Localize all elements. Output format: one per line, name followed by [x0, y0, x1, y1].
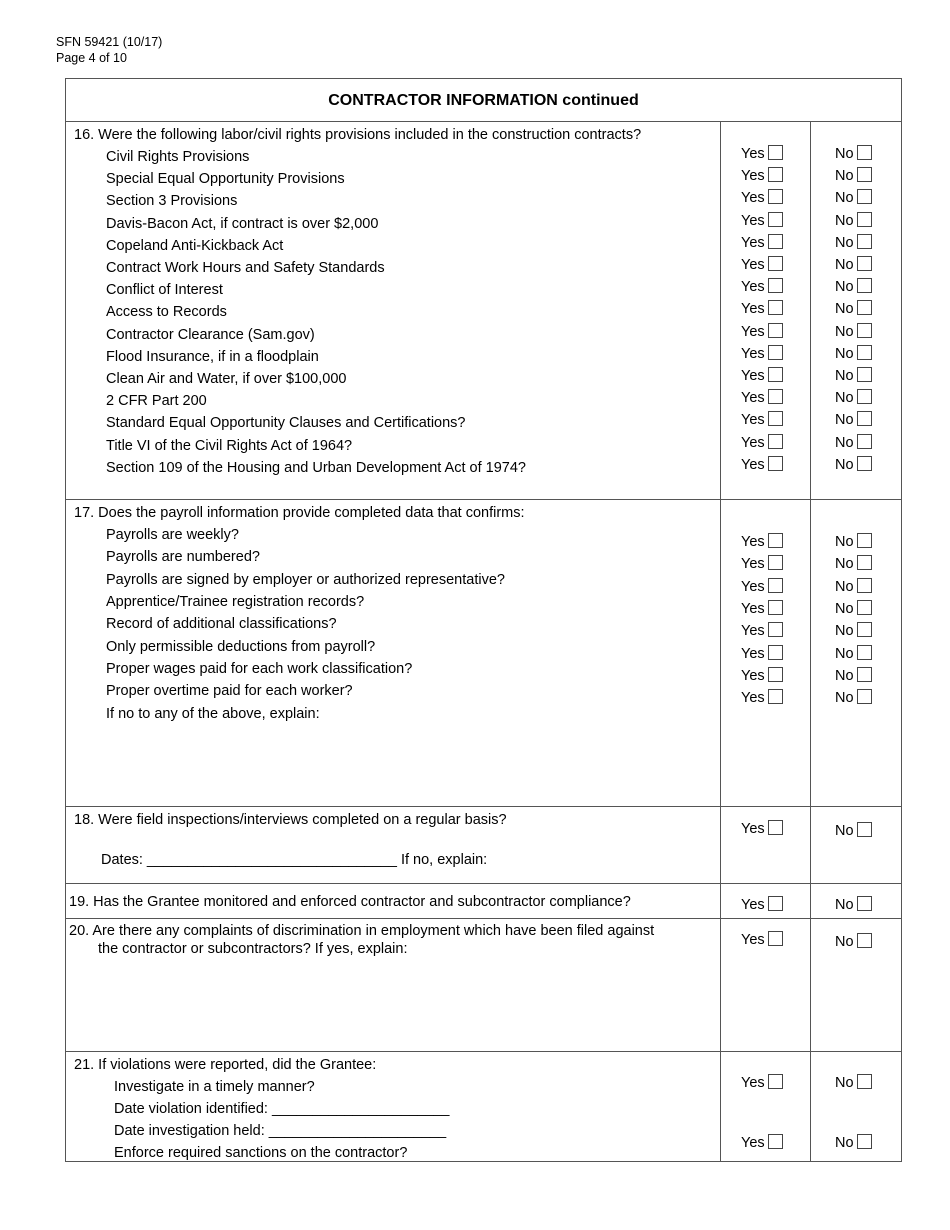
q16-item: Title VI of the Civil Rights Act of 1964? [106, 437, 353, 454]
q16-row-yes[interactable] [741, 190, 783, 207]
q20-no[interactable] [835, 934, 872, 951]
no-label: No [835, 667, 854, 684]
q16-item: Special Equal Opportunity Provisions [106, 171, 345, 188]
no-label: No [835, 623, 854, 640]
no-label: No [835, 390, 854, 407]
yes-checkbox[interactable] [768, 456, 783, 471]
q16-row-no[interactable] [835, 301, 872, 318]
q16-row-no[interactable] [835, 213, 872, 230]
q16-item: Standard Equal Opportunity Clauses and Certifications? [106, 415, 466, 432]
no-checkbox[interactable] [857, 456, 872, 471]
yes-label: Yes [741, 534, 765, 550]
q19-question: 19. Has the Grantee monitored and enforced contractor and subcontractor compliance? [69, 894, 631, 910]
no-label: No [835, 323, 854, 340]
q16-row-no[interactable] [835, 346, 872, 363]
q17-row-no[interactable] [835, 601, 872, 618]
no-label: No [835, 168, 854, 185]
q16-item: Clean Air and Water, if over $100,000 [106, 371, 347, 387]
form-number: SFN 59421 (10/17) [56, 35, 163, 49]
yes-label: Yes [741, 390, 765, 407]
q17-row-no[interactable] [835, 623, 872, 640]
no-checkbox[interactable] [857, 434, 872, 449]
no-label: No [835, 934, 854, 950]
no-label: No [835, 301, 854, 318]
no-checkbox[interactable] [857, 645, 872, 660]
q16-item: Section 109 of the Housing and Urban Development Act of 1974? [106, 459, 526, 476]
q21-enforce-no[interactable] [835, 1135, 872, 1152]
q17-row-yes[interactable] [741, 646, 783, 663]
q20-yes[interactable] [741, 932, 783, 949]
yes-label: Yes [741, 434, 765, 451]
yes-checkbox[interactable] [768, 533, 783, 548]
no-checkbox[interactable] [857, 300, 872, 315]
yes-checkbox[interactable] [768, 645, 783, 660]
no-checkbox[interactable] [857, 578, 872, 593]
q21-investigate-yes-checkbox[interactable] [768, 1074, 783, 1089]
q19-yes[interactable] [741, 897, 783, 914]
no-label: No [835, 146, 854, 162]
no-checkbox[interactable] [857, 367, 872, 382]
no-label: No [835, 645, 854, 662]
q21-date-investigation: Date investigation held: ______________________ [114, 1123, 447, 1139]
q18-no-checkbox[interactable] [857, 822, 872, 837]
q16-row-yes[interactable] [741, 279, 783, 296]
no-label: No [835, 257, 854, 273]
q17-item: Payrolls are signed by employer or authorized representative? [106, 571, 505, 588]
q16-row-no[interactable] [835, 190, 872, 207]
yes-label: Yes [741, 168, 765, 185]
yes-label: Yes [741, 323, 765, 340]
yes-checkbox[interactable] [768, 189, 783, 204]
q21-item-investigate: Investigate in a timely manner? [114, 1079, 315, 1095]
no-label: No [835, 212, 854, 229]
q16-row-no[interactable] [835, 279, 872, 296]
yes-checkbox[interactable] [768, 411, 783, 426]
q19-no-checkbox[interactable] [857, 896, 872, 911]
yes-column-divider [720, 121, 721, 1161]
q17-item: Apprentice/Trainee registration records? [106, 593, 365, 610]
no-checkbox[interactable] [857, 555, 872, 570]
q17-row-no[interactable] [835, 646, 872, 663]
q16-item: 2 CFR Part 200 [106, 393, 207, 410]
q16-row-no[interactable] [835, 168, 872, 185]
yes-checkbox[interactable] [768, 667, 783, 682]
yes-label: Yes [741, 821, 765, 837]
q16-row-no[interactable] [835, 390, 872, 407]
q16-row-yes[interactable] [741, 368, 783, 385]
yes-label: Yes [741, 556, 765, 573]
yes-checkbox[interactable] [768, 145, 783, 160]
yes-checkbox[interactable] [768, 578, 783, 593]
q20-no-checkbox[interactable] [857, 933, 872, 948]
no-label: No [835, 234, 854, 251]
q16-item: Davis-Bacon Act, if contract is over $2,000 [106, 215, 379, 232]
yes-checkbox[interactable] [768, 689, 783, 704]
yes-checkbox[interactable] [768, 300, 783, 315]
no-label: No [835, 412, 854, 429]
q21-enforce-yes[interactable] [741, 1135, 783, 1152]
q16-row-yes[interactable] [741, 457, 783, 474]
no-checkbox[interactable] [857, 145, 872, 160]
yes-checkbox[interactable] [768, 234, 783, 249]
yes-label: Yes [741, 190, 765, 207]
q16-row-no[interactable] [835, 457, 872, 474]
q18-dates-line: Dates: _______________________________ If no, explain: [101, 852, 488, 868]
no-checkbox[interactable] [857, 667, 872, 682]
no-label: No [835, 897, 854, 913]
yes-label: Yes [741, 234, 765, 251]
q17-row-yes[interactable] [741, 534, 783, 551]
q17-row-no[interactable] [835, 668, 872, 685]
yes-label: Yes [741, 897, 765, 913]
q17-row-yes[interactable] [741, 623, 783, 640]
q21-question: 21. If violations were reported, did the Grantee: [74, 1057, 377, 1073]
q16-row-yes[interactable] [741, 390, 783, 407]
q17-row-no[interactable] [835, 690, 872, 707]
yes-label: Yes [741, 212, 765, 229]
q19-no[interactable] [835, 897, 872, 914]
q17-item: Proper wages paid for each work classification? [106, 660, 413, 677]
yes-checkbox[interactable] [768, 389, 783, 404]
no-label: No [835, 534, 854, 550]
q16-item: Contract Work Hours and Safety Standards [106, 260, 385, 276]
q17-item: Proper overtime paid for each worker? [106, 683, 353, 700]
q17-row-no[interactable] [835, 534, 872, 551]
q16-row-no[interactable] [835, 368, 872, 385]
q16-row-no[interactable] [835, 146, 872, 163]
q16-row-yes[interactable] [741, 213, 783, 230]
yes-checkbox[interactable] [768, 278, 783, 293]
no-label: No [835, 345, 854, 362]
q17-row-yes[interactable] [741, 601, 783, 618]
q16-row-no[interactable] [835, 235, 872, 252]
q16-row-no[interactable] [835, 435, 872, 452]
no-checkbox[interactable] [857, 234, 872, 249]
yes-label: Yes [741, 345, 765, 362]
no-checkbox[interactable] [857, 389, 872, 404]
yes-label: Yes [741, 600, 765, 617]
q18-question: 18. Were field inspections/interviews completed on a regular basis? [74, 812, 507, 828]
yes-checkbox[interactable] [768, 256, 783, 271]
yes-checkbox[interactable] [768, 434, 783, 449]
no-label: No [835, 823, 854, 839]
q16-item: Access to Records [106, 304, 227, 321]
no-label: No [835, 368, 854, 384]
no-label: No [835, 690, 854, 707]
yes-label: Yes [741, 623, 765, 640]
q17-row-no[interactable] [835, 579, 872, 596]
q21-enforce-yes-checkbox[interactable] [768, 1134, 783, 1149]
yes-label: Yes [741, 412, 765, 429]
q16-row-yes[interactable] [741, 346, 783, 363]
q17-row-yes[interactable] [741, 579, 783, 596]
q16-row-yes[interactable] [741, 435, 783, 452]
section-title: CONTRACTOR INFORMATION continued [66, 79, 901, 122]
q17-item: Payrolls are numbered? [106, 549, 260, 566]
q18-no[interactable] [835, 823, 872, 840]
q16-row-yes[interactable] [741, 168, 783, 185]
no-label: No [835, 456, 854, 473]
no-checkbox[interactable] [857, 600, 872, 615]
q21-investigate-yes[interactable] [741, 1075, 783, 1092]
no-checkbox[interactable] [857, 533, 872, 548]
no-checkbox[interactable] [857, 345, 872, 360]
q18-yes[interactable] [741, 821, 783, 838]
q18-yes-checkbox[interactable] [768, 820, 783, 835]
no-checkbox[interactable] [857, 256, 872, 271]
yes-label: Yes [741, 932, 765, 948]
yes-checkbox[interactable] [768, 555, 783, 570]
q16-item: Conflict of Interest [106, 282, 223, 299]
yes-label: Yes [741, 257, 765, 273]
page-number: Page 4 of 10 [56, 51, 127, 65]
yes-label: Yes [741, 1135, 765, 1151]
q16-row-yes[interactable] [741, 324, 783, 341]
q17-item: Payrolls are weekly? [106, 527, 239, 543]
q16-row-no[interactable] [835, 257, 872, 274]
no-checkbox[interactable] [857, 323, 872, 338]
yes-checkbox[interactable] [768, 345, 783, 360]
no-checkbox[interactable] [857, 189, 872, 204]
q16-row-no[interactable] [835, 412, 872, 429]
q17-explain-label: If no to any of the above, explain: [106, 706, 320, 722]
no-label: No [835, 600, 854, 617]
no-label: No [835, 190, 854, 207]
q16-row-yes[interactable] [741, 301, 783, 318]
q17-row-no[interactable] [835, 556, 872, 573]
yes-checkbox[interactable] [768, 367, 783, 382]
q16-row-yes[interactable] [741, 146, 783, 163]
q16-row-yes[interactable] [741, 257, 783, 274]
q21-date-identified: Date violation identified: ______________________ [114, 1101, 450, 1117]
q16-item: Copeland Anti-Kickback Act [106, 237, 284, 254]
yes-checkbox[interactable] [768, 622, 783, 637]
q17-row-yes[interactable] [741, 556, 783, 573]
no-checkbox[interactable] [857, 167, 872, 182]
yes-label: Yes [741, 1075, 765, 1091]
q16-item: Flood Insurance, if in a floodplain [106, 348, 319, 365]
q17-item: Only permissible deductions from payroll? [106, 638, 376, 655]
yes-label: Yes [741, 279, 765, 296]
q20-question-line2: the contractor or subcontractors? If yes, explain: [98, 941, 408, 957]
q20-yes-checkbox[interactable] [768, 931, 783, 946]
yes-label: Yes [741, 368, 765, 384]
no-label: No [835, 434, 854, 451]
no-label: No [835, 556, 854, 573]
q21-investigate-no[interactable] [835, 1075, 872, 1092]
q16-item: Civil Rights Provisions [106, 149, 250, 165]
q16-item: Contractor Clearance (Sam.gov) [106, 326, 315, 343]
no-checkbox[interactable] [857, 689, 872, 704]
yes-checkbox[interactable] [768, 212, 783, 227]
no-column-divider [810, 121, 811, 1161]
q17-item: Record of additional classifications? [106, 616, 337, 633]
yes-label: Yes [741, 667, 765, 684]
no-label: No [835, 578, 854, 595]
yes-checkbox[interactable] [768, 600, 783, 615]
q16-row-yes[interactable] [741, 235, 783, 252]
yes-label: Yes [741, 146, 765, 162]
contractor-form-table [65, 78, 902, 1162]
q21-enforce-no-checkbox[interactable] [857, 1134, 872, 1149]
yes-label: Yes [741, 690, 765, 707]
no-label: No [835, 1075, 854, 1091]
q17-question: 17. Does the payroll information provide completed data that confirms: [74, 505, 525, 521]
no-label: No [835, 279, 854, 296]
yes-label: Yes [741, 301, 765, 318]
q19-yes-checkbox[interactable] [768, 896, 783, 911]
yes-label: Yes [741, 578, 765, 595]
no-checkbox[interactable] [857, 278, 872, 293]
q21-item-enforce: Enforce required sanctions on the contractor? [114, 1145, 408, 1161]
yes-label: Yes [741, 456, 765, 473]
q16-row-no[interactable] [835, 324, 872, 341]
yes-checkbox[interactable] [768, 323, 783, 338]
no-checkbox[interactable] [857, 212, 872, 227]
q17-row-yes[interactable] [741, 690, 783, 707]
q17-row-yes[interactable] [741, 668, 783, 685]
yes-label: Yes [741, 645, 765, 662]
q20-question-line1: 20. Are there any complaints of discrimination in employment which have been filed against [69, 923, 655, 939]
no-checkbox[interactable] [857, 411, 872, 426]
q16-item: Section 3 Provisions [106, 193, 238, 210]
q16-row-yes[interactable] [741, 412, 783, 429]
q16-question: 16. Were the following labor/civil rights provisions included in the construction contracts? [74, 127, 642, 143]
no-checkbox[interactable] [857, 622, 872, 637]
yes-checkbox[interactable] [768, 167, 783, 182]
no-label: No [835, 1135, 854, 1151]
q21-investigate-no-checkbox[interactable] [857, 1074, 872, 1089]
